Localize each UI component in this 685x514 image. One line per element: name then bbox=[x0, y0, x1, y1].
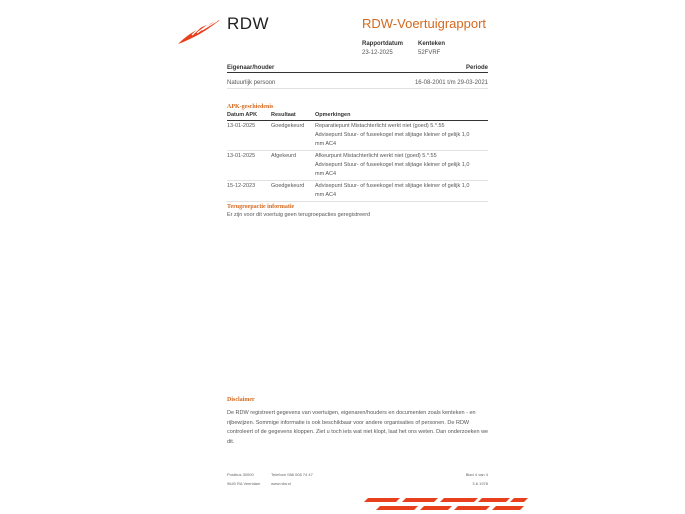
document-title: RDW-Voertuigrapport bbox=[362, 16, 487, 31]
plate-block bbox=[418, 40, 445, 58]
table-row bbox=[227, 120, 488, 150]
footer-phone: Telefoon 088 008 74 47 bbox=[271, 472, 313, 477]
recall-section-title: Terugroepactie informatie bbox=[227, 204, 295, 210]
apk-remark-line: Advisepunt Stuur- of fuseekogel met slijtage kleiner of gelijk 1,0 bbox=[315, 182, 470, 189]
apk-remark-line: mm AC4 bbox=[315, 191, 337, 198]
apk-date: 13-01-2025 bbox=[227, 120, 271, 150]
apk-remark-line: Reparatiepunt Mistachterlicht werkt niet (goed) 5.*.55 bbox=[315, 122, 445, 129]
apk-section-title: APK-geschiedenis bbox=[227, 104, 274, 110]
apk-remark-line: Advisepunt Stuur- of fuseekogel met slijtage kleiner of gelijk 1,0 bbox=[315, 131, 470, 138]
period-column-header: Periode bbox=[465, 65, 488, 71]
owner-type: Natuurlijk persoon bbox=[227, 80, 276, 86]
apk-result: Afgekeurd bbox=[271, 150, 315, 180]
table-row bbox=[227, 150, 488, 180]
disclaimer-text: De RDW registreert gegevens van voertuigen, eigenaren/houders en documenten zoals kenteken - en rijbewijzen. Sommige informatie is ook beschikbaar voor andere organisaties of personen. De RDW controleert of de gegevens kloppen. Ziet u toch iets wat niet klopt, laat het ons weten. Dan onderzoeken we dit. bbox=[227, 410, 489, 445]
decorative-stripes-icon bbox=[360, 496, 530, 514]
rdw-logo-icon bbox=[176, 18, 224, 46]
recall-text: Er zijn voor dit voertuig geen terugroepacties geregistreerd bbox=[227, 212, 371, 218]
brand-name: RDW bbox=[227, 14, 270, 33]
plate-label: Kenteken bbox=[418, 41, 446, 47]
footer-postcode: 9640 RA Veendam bbox=[227, 481, 261, 486]
footer-page-number: Blad 4 van 4 bbox=[465, 472, 488, 477]
disclaimer-title: Disclaimer bbox=[227, 397, 255, 403]
footer-postbus: Postbus 30000 bbox=[227, 472, 254, 477]
apk-header-remarks: Opmerkingen bbox=[315, 112, 488, 120]
apk-date: 13-01-2025 bbox=[227, 150, 271, 180]
apk-remark-line: Afkeurpunt Mistachterlicht werkt niet (goed) 5.*.55 bbox=[315, 152, 437, 159]
owner-period: 16-08-2001 t/m 29-03-2021 bbox=[414, 80, 488, 86]
apk-remarks bbox=[315, 120, 488, 150]
footer-contact bbox=[271, 470, 313, 488]
report-date-value: 23-12-2025 bbox=[362, 50, 393, 56]
report-date-label: Rapportdatum bbox=[362, 41, 403, 47]
apk-remark-line: mm AC4 bbox=[315, 140, 337, 147]
footer-website[interactable]: www.rdw.nl bbox=[271, 481, 292, 486]
footer-version: 3.6 1978 bbox=[472, 481, 488, 486]
apk-result: Goedgekeurd bbox=[271, 120, 315, 150]
apk-remark-line: Advisepunt Stuur- of fuseekogel met slijtage kleiner of gelijk 1,0 bbox=[315, 161, 470, 168]
apk-header-result: Resultaat bbox=[271, 112, 315, 120]
footer-page-info bbox=[440, 470, 488, 488]
apk-result: Goedgekeurd bbox=[271, 180, 315, 201]
plate-value: 52FVRF bbox=[418, 50, 441, 56]
apk-remark-line: mm AC4 bbox=[315, 170, 337, 177]
apk-table bbox=[227, 112, 488, 202]
owner-row bbox=[227, 80, 488, 89]
apk-table-header-row bbox=[227, 112, 488, 120]
apk-header-date: Datum APK bbox=[227, 112, 271, 120]
owner-column-header: Eigenaar/houder bbox=[227, 65, 275, 71]
footer-address bbox=[227, 470, 260, 488]
apk-date: 15-12-2023 bbox=[227, 180, 271, 201]
report-date-block bbox=[362, 40, 403, 58]
apk-remarks bbox=[315, 180, 488, 201]
table-row bbox=[227, 180, 488, 201]
apk-remarks bbox=[315, 150, 488, 180]
owner-table-header bbox=[227, 65, 488, 73]
